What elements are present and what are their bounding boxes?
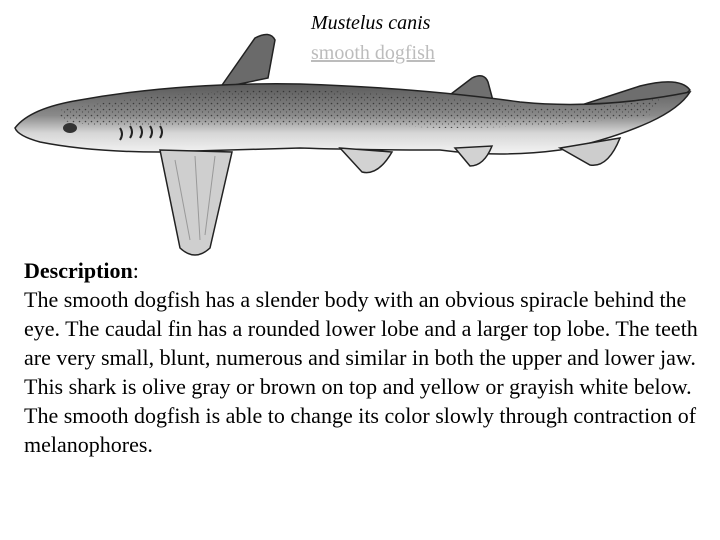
description-heading-line xyxy=(24,256,704,285)
description-block xyxy=(24,256,704,459)
shark-drawing-icon xyxy=(0,0,720,265)
scientific-name: Mustelus canis xyxy=(311,12,431,34)
common-name-link[interactable]: smooth dogfish xyxy=(311,42,435,64)
shark-illustration xyxy=(0,0,720,265)
description-body: The smooth dogfish has a slender body with an obvious spiracle behind the eye. The caudal fin has a rounded lower lobe and a larger top lobe. The teeth are very small, blunt, numerous and similar in both the upper and lower jaw. This shark is olive gray or brown on top and yellow or grayish white below. The smooth dogfish is able to change its color slowly through contraction of melanophores. xyxy=(24,287,698,457)
description-heading-colon: : xyxy=(132,258,139,283)
description-heading: Description xyxy=(24,258,133,283)
